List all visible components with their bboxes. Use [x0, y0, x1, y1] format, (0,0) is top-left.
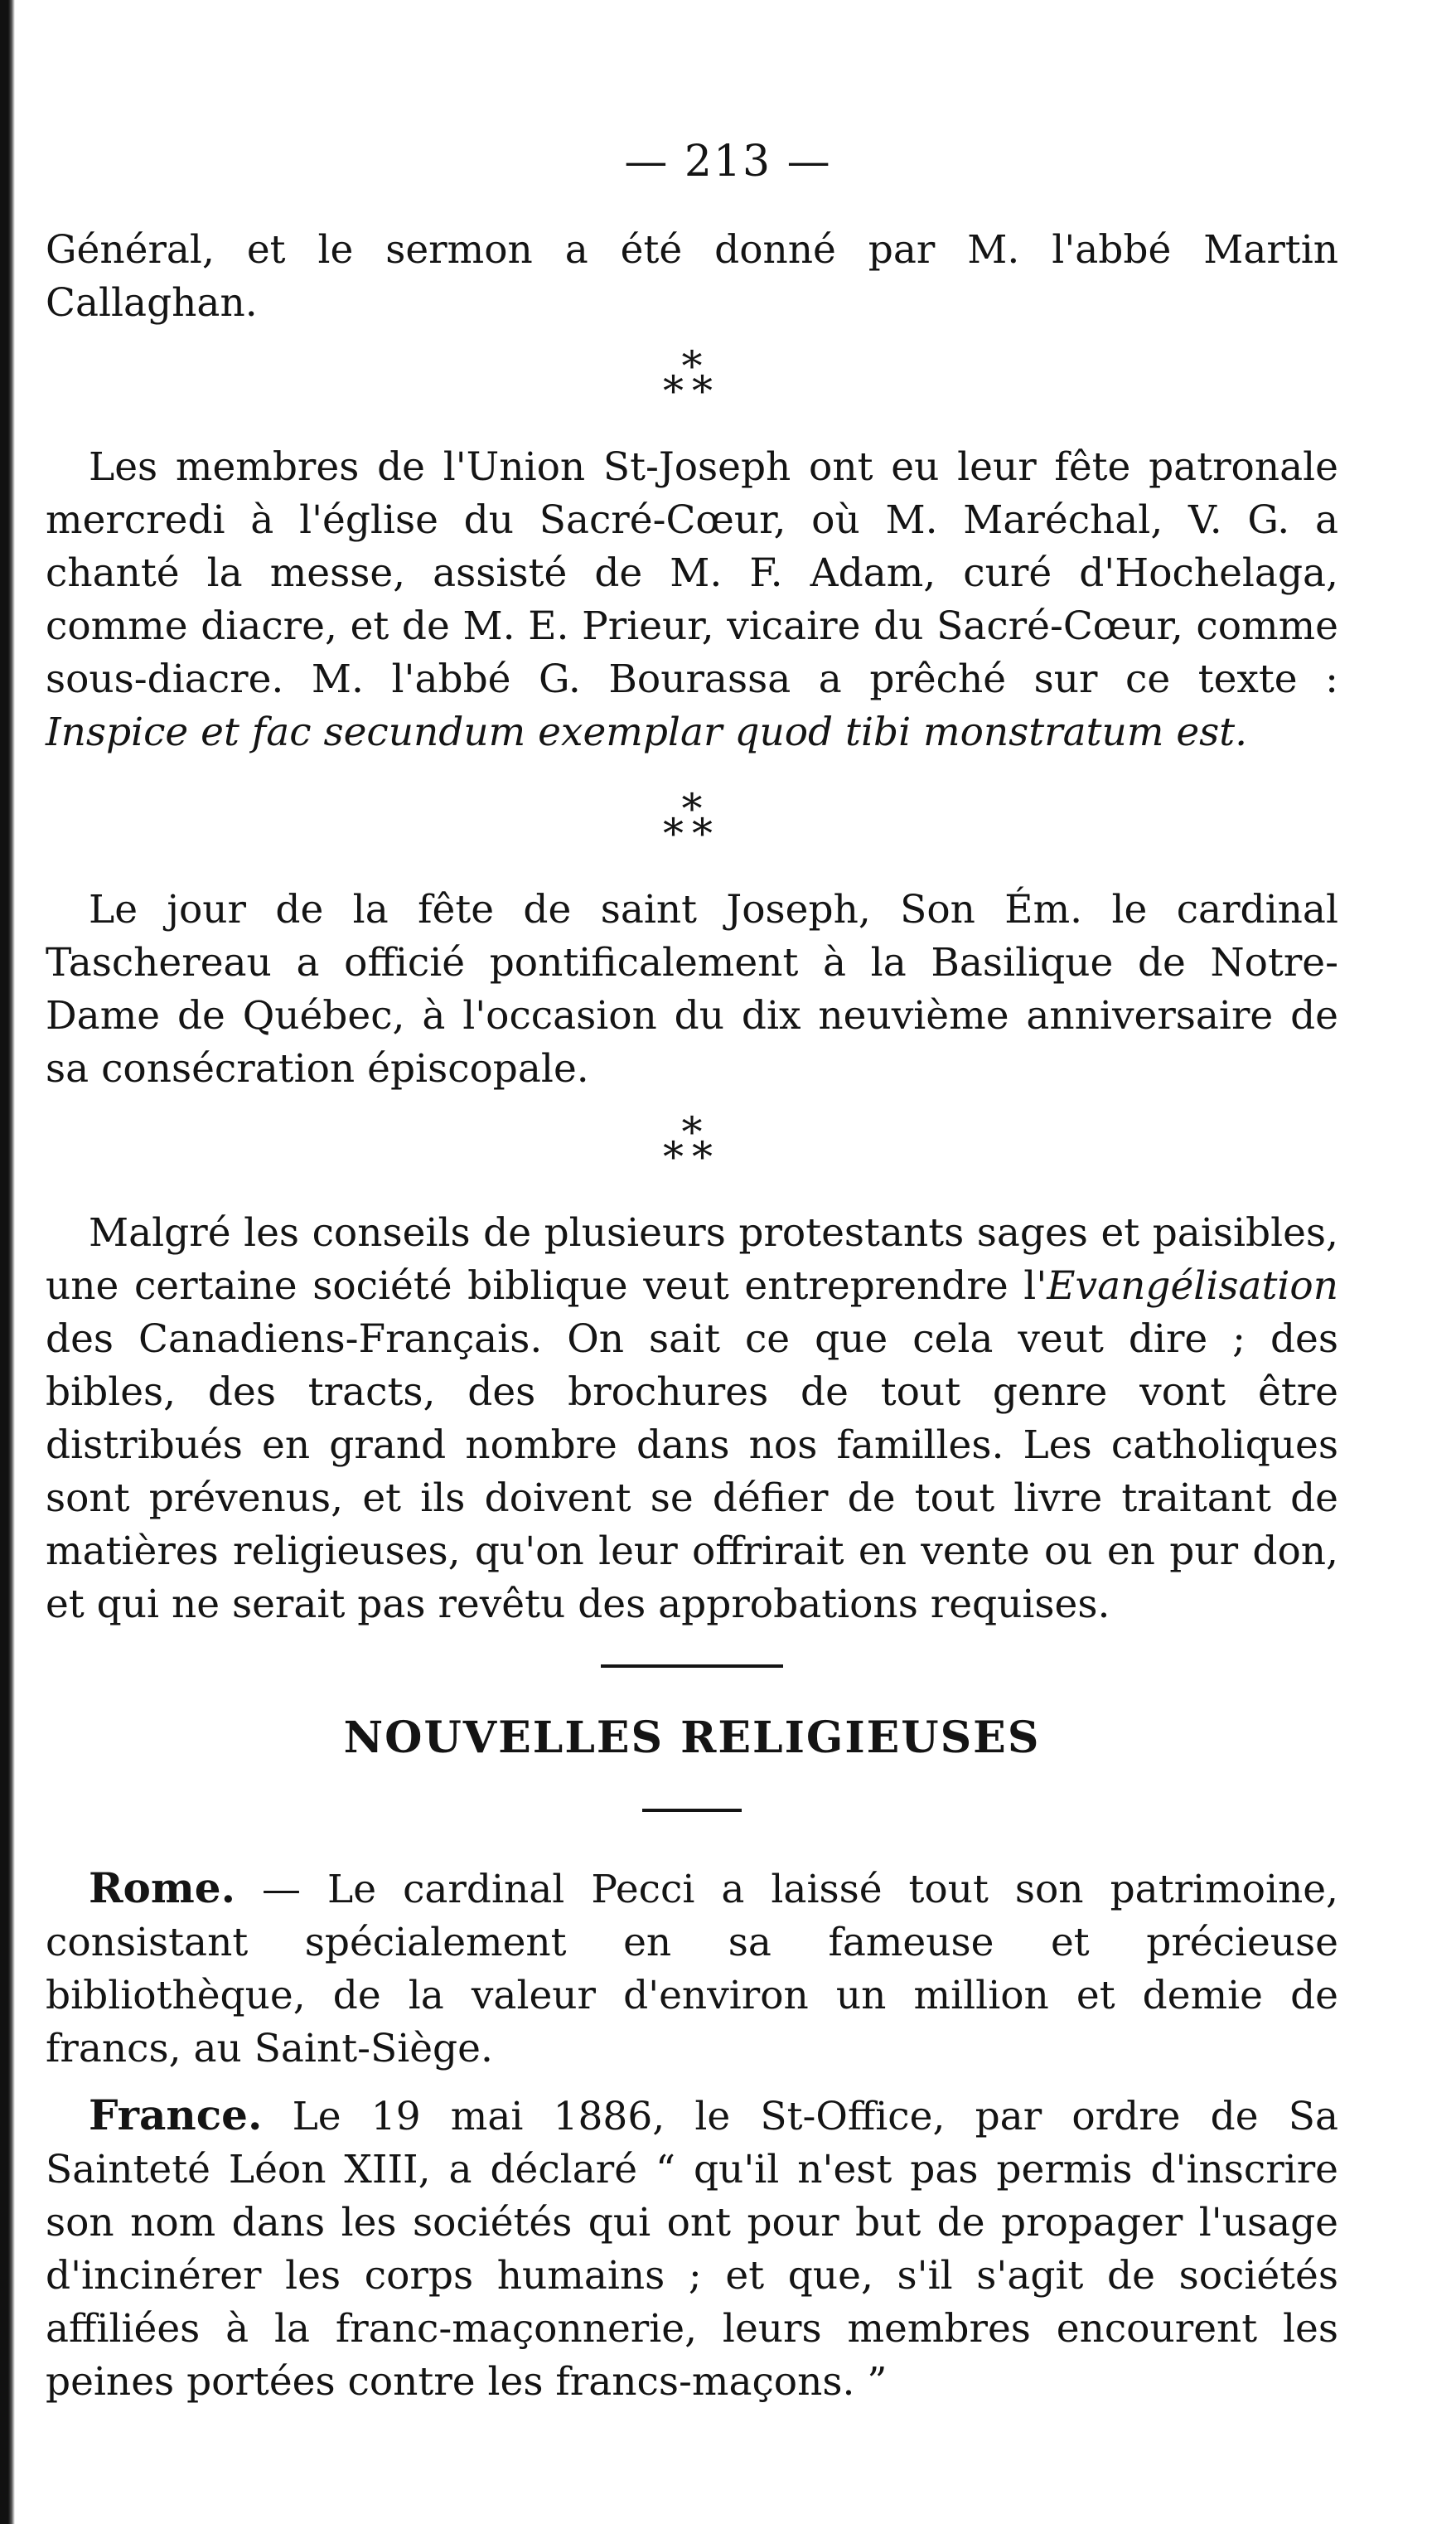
- news-lead-rome: Rome.: [89, 1863, 236, 1912]
- page-number: — 213 —: [624, 137, 832, 187]
- section-rule-bottom: [642, 1809, 742, 1812]
- news-lead-france: France.: [89, 2090, 263, 2139]
- section-rule-top: [601, 1664, 783, 1668]
- italic-term: Evangélisation: [1047, 1263, 1338, 1309]
- asterism-bottom: **: [663, 367, 721, 415]
- section-title: NOUVELLES RELIGIEUSES: [343, 1713, 1041, 1763]
- paragraph-cardinal-taschereau: Le jour de la fête de saint Joseph, Son Ém. le cardinal Taschereau a officié pontificalement à la Basilique de Notre-Dame de Québec, à l'occasion du dix neuvième anniversaire de sa consécration épiscopale.: [46, 887, 1338, 1092]
- asterism-separator: * **: [663, 1108, 721, 1181]
- asterism-top: *: [681, 342, 703, 390]
- asterism-separator: [46, 342, 1338, 415]
- text-column: [46, 224, 1338, 2409]
- paragraph-continuation: Général, et le sermon a été donné par M. l'abbé Martin Callaghan.: [46, 227, 1338, 326]
- binding-edge: [0, 0, 15, 2524]
- paragraph-union-st-joseph: Les membres de l'Union St-Joseph ont eu leur fête patronale mercredi à l'église du Sacré-Cœur, où M. Maréchal, V. G. a chanté la messe, assisté de M. F. Adam, curé d'Hochelaga, comme diacre, et de M. E. Prieur, vicaire du Sacré-Cœur, comme sous-diacre. M. l'abbé G. Bourassa a prêché sur ce texte : Inspice et fac secundum exemplar quod tibi monstratum est.: [46, 444, 1338, 755]
- news-item-rome: Rome. — Le cardinal Pecci a laissé tout son patrimoine, consistant spécialement en sa fameuse et précieuse bibliothèque, de la valeur d'environ un million et demie de francs, au Saint-Siège.: [46, 1863, 1338, 2071]
- paragraph-societe-biblique: Malgré les conseils de plusieurs protestants sages et paisibles, une certaine société biblique veut entreprendre l'Evangélisation des Canadiens-Français. On sait ce que cela veut dire ; des bibles, des tracts, des brochures de tout genre vont être distribués en grand nombre dans nos familles. Les catholiques sont prévenus, et ils doivent se défier de tout livre traitant de matières religieuses, qu'on leur offrirait en vente ou en pur don, et qui ne serait pas revêtu des approbations requises.: [46, 1210, 1338, 1627]
- news-item-france: France. Le 19 mai 1886, le St-Office, par ordre de Sa Sainteté Léon XIII, a déclaré “ qu'il n'est pas permis d'inscrire son nom dans les sociétés qui ont pour but de propager l'usage d'incinérer les corps humains ; et que, s'il s'agit de sociétés affiliées à la franc-maçonnerie, leurs membres encourent les peines portées contre les francs-maçons. ”: [46, 2090, 1338, 2405]
- asterism-separator: * **: [663, 785, 721, 858]
- latin-quote: Inspice et fac secundum exemplar quod tibi monstratum est.: [46, 710, 1248, 755]
